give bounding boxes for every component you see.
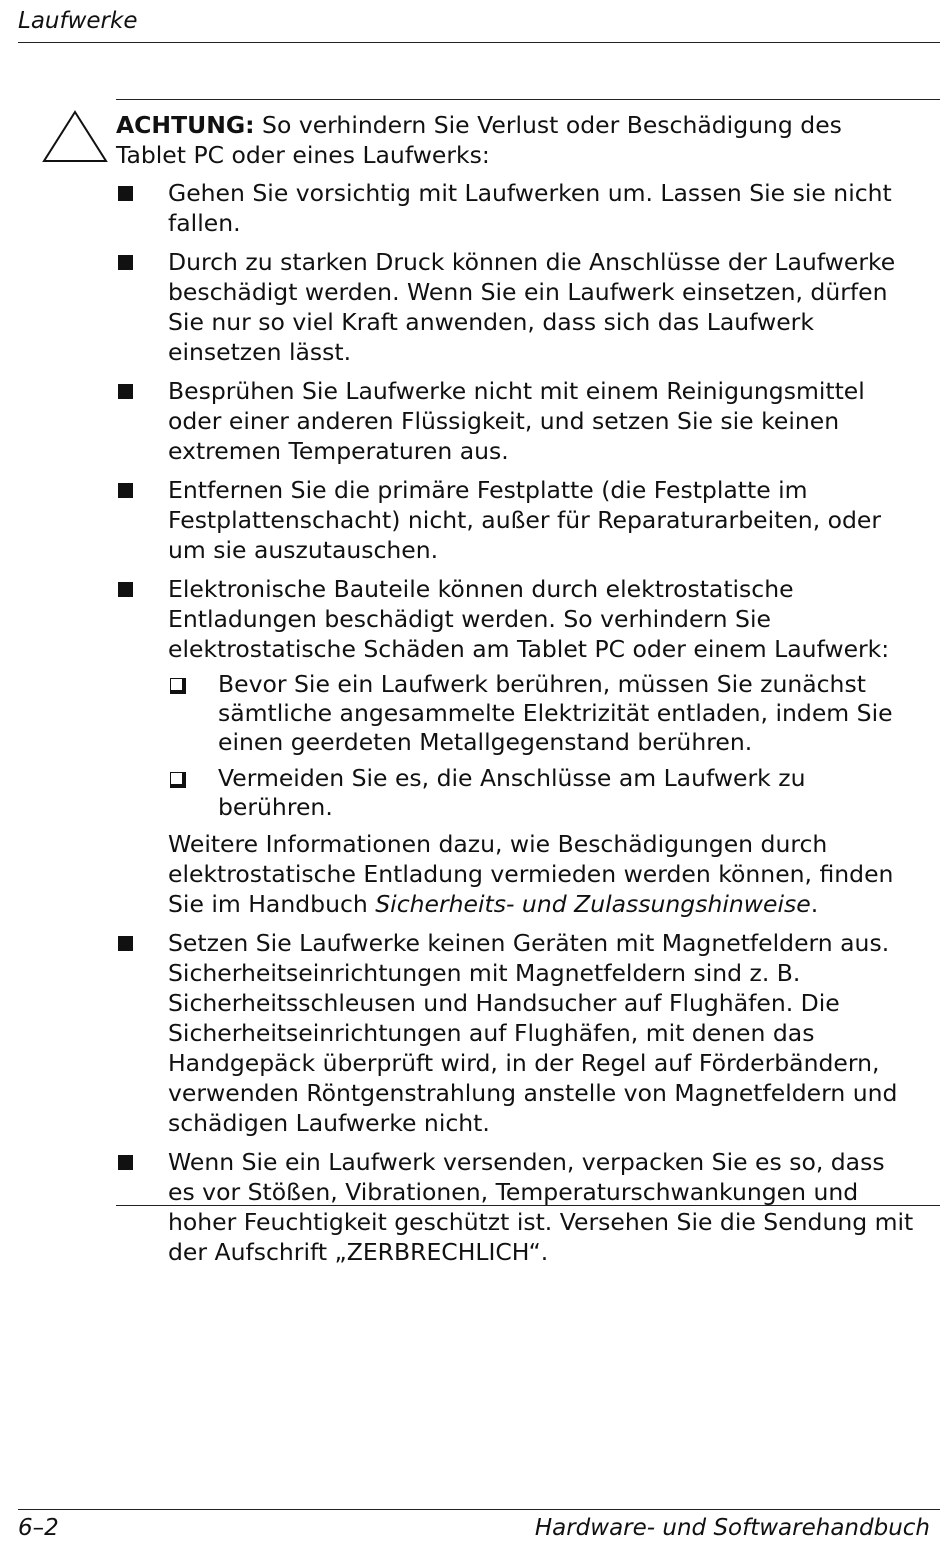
caution-intro [116,110,916,170]
bullet-square-icon [118,186,133,201]
list-item: Gehen Sie vorsichtig mit Laufwerken um. Lassen Sie sie nicht fallen. [116,178,916,238]
bullet-square-icon [118,483,133,498]
page-number: 6–2 [18,1515,59,1541]
bullet-square-icon [118,384,133,399]
caution-intro-text: So verhindern Sie Verlust oder Beschädigung des Tablet PC oder eines Laufwerks: [116,111,842,169]
list-item: Setzen Sie Laufwerke keinen Geräten mit Magnetfeldern aus. Sicherheitseinrichtungen mit Magnetfeldern sind z. B. Sicherheitsschleusen und Handsucher auf Flughäfen. Die Sicherheitseinrichtungen auf Flughäfen, mit denen das Handgepäck überprüft wird, in der Regel auf Förderbändern, verwenden Röntgenstrahlung anstelle von Magnetfeldern und schädigen Laufwerke nicht. [116,928,916,1138]
list-item: Durch zu starken Druck können die Anschlüsse der Laufwerke beschädigt werden. Wenn Sie ein Laufwerk einsetzen, dürfen Sie nur so viel Kraft anwenden, dass sich das Laufwerk einsetzen lässt. [116,247,916,367]
bullet-square-icon [118,936,133,951]
running-header: Laufwerke [18,8,138,34]
sub-list-item: Bevor Sie ein Laufwerk berühren, müssen Sie zunächst sämtliche angesammelte Elektrizität entladen, indem Sie einen geerdeten Metallgegenstand berühren. [168,670,916,757]
bullet-square-icon [118,582,133,597]
caution-box [116,110,916,1276]
warning-triangle-icon [42,110,108,164]
manual-title: Hardware- und Softwarehandbuch [534,1515,930,1541]
list-item: Entfernen Sie die primäre Festplatte (die Festplatte im Festplattenschacht) nicht, außer für Reparaturarbeiten, oder um sie auszutauschen. [116,475,916,565]
bullet-square-icon [118,1155,133,1170]
bullet-square-icon [118,255,133,270]
caution-label: ACHTUNG: [116,111,255,139]
list-item: Besprühen Sie Laufwerke nicht mit einem Reinigungsmittel oder einer anderen Flüssigkeit, und setzen Sie sie keinen extremen Temperaturen aus. [116,376,916,466]
caution-top-rule [116,99,940,100]
manual-reference: Sicherheits- und Zulassungshinweise [375,890,811,918]
caution-bottom-rule [116,1205,940,1206]
list-item: Wenn Sie ein Laufwerk versenden, verpacken Sie es so, dass es vor Stößen, Vibrationen, Temperaturschwankungen und hoher Feuchtigkeit geschützt ist. Versehen Sie die Sendung mit der Aufschrift „ZERBRECHLICH“. [116,1147,916,1267]
checkbox-bullet-icon [170,772,186,788]
list-item-esd: Elektronische Bauteile können durch elektrostatische Entladungen beschädigt werden. So verhindern Sie elektrostatische Schäden am Tablet PC oder einem Laufwerk: Bevor Sie ein Laufwerk berühren, müssen Sie zunächst sämtliche angesammelte Elektrizität entladen, indem Sie einen geerdeten Metallgegenstand berühren. Vermeiden Sie es, die Anschlüsse am Laufwerk zu berühren. Weitere Informationen dazu, wie Beschädigungen durch elektrostatische Entladung vermieden werden können, finden Sie im Handbuch Sicherheits- und Zulassungshinweise. [116,574,916,919]
header-rule [18,42,940,43]
footer-rule [18,1509,940,1510]
esd-note: Weitere Informationen dazu, wie Beschädigungen durch elektrostatische Entladung vermieden werden können, finden Sie im Handbuch Sicherheits- und Zulassungshinweise. [168,830,894,918]
sub-list-item: Vermeiden Sie es, die Anschlüsse am Laufwerk zu berühren. [168,764,916,822]
checkbox-bullet-icon [170,678,186,694]
